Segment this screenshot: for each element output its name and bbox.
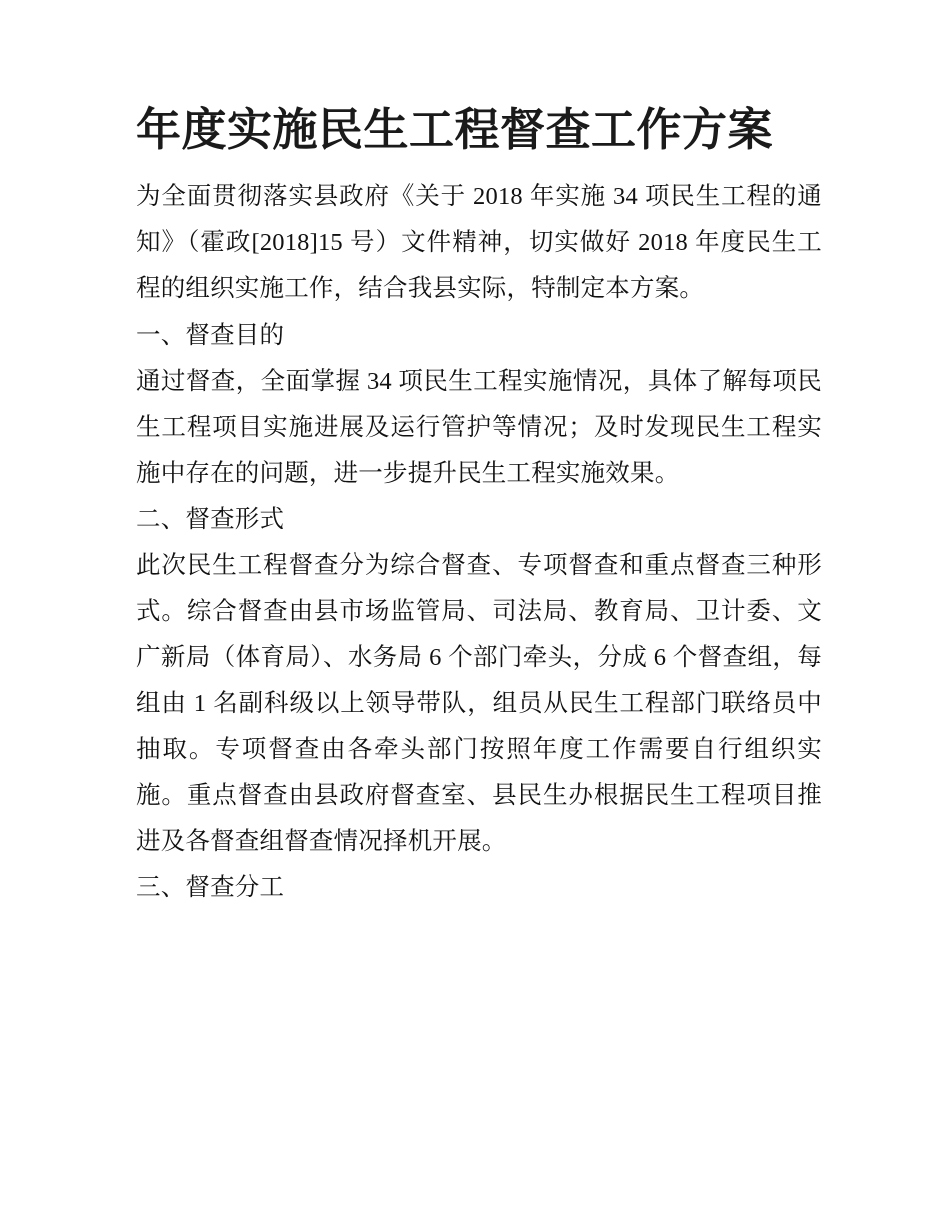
section-heading-form: 二、督查形式 xyxy=(136,505,285,533)
paragraph-intro: 为全面贯彻落实县政府《关于 2018 年实施 34 项民生工程的通知》（霍政[2018]15 号）文件精神，切实做好 2018 年度民生工程的组织实施工作，结合我县实际，特制定本方案。 xyxy=(136,183,822,303)
page-title: 年度实施民生工程督查工作方案 xyxy=(136,104,774,155)
section-heading-division: 三、督查分工 xyxy=(136,874,285,902)
section-heading-purpose: 一、督查目的 xyxy=(136,321,285,349)
paragraph-form-body: 此次民生工程督查分为综合督查、专项督查和重点督查三种形式。综合督查由县市场监管局、司法局、教育局、卫计委、文广新局（体育局）、水务局 6 个部门牵头，分成 6 个督查组，每组由 1 名副科级以上领导带队，组员从民生工程部门联络员中抽取。专项督查由各牵头部门按照年度工作需要自行组织实施。重点督查由县政府督查室、县民生办根据民生工程项目推进及各督查组督查情况择机开展。 xyxy=(136,551,822,856)
paragraph-purpose-body: 通过督查，全面掌握 34 项民生工程实施情况，具体了解每项民生工程项目实施进展及运行管护等情况；及时发现民生工程实施中存在的问题，进一步提升民生工程实施效果。 xyxy=(136,367,822,487)
